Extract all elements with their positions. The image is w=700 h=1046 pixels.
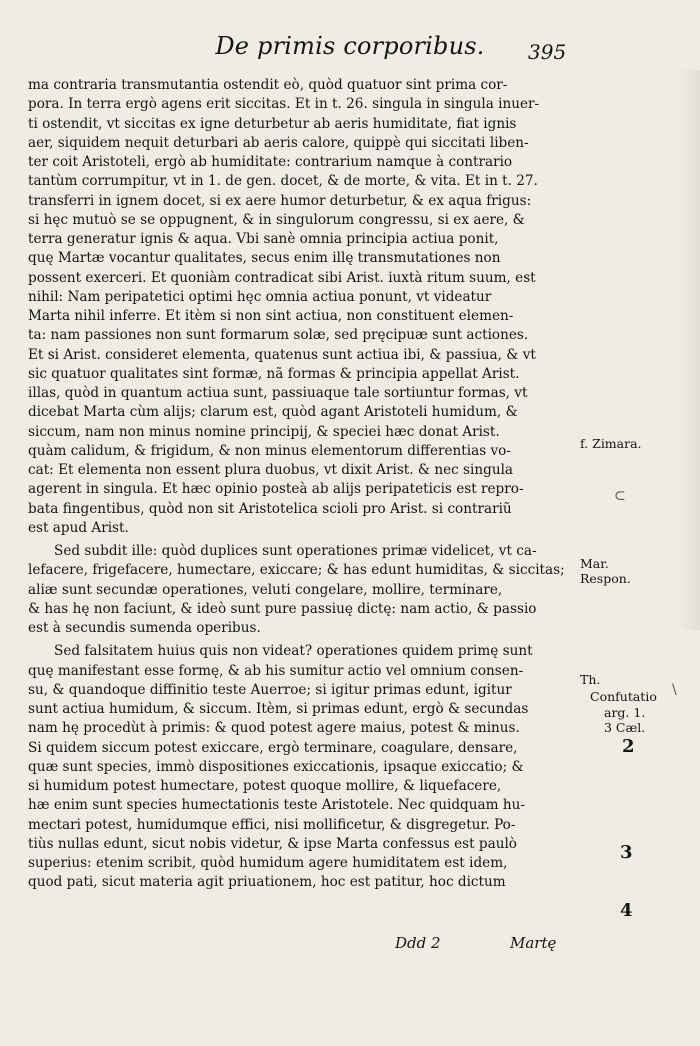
text-line: ta: nam passiones non sunt formarum solæ, sed pręcipuæ sunt actiones. [28,327,529,344]
margin-number-4: 4 [620,900,633,921]
text-line: sic quatuor qualitates sint formæ, nã formas & principia appellat Arist. [28,365,520,382]
text-line: aer, siquidem nequit deturbari ab aeris calore, quippè qui siccitati liben- [28,134,529,151]
text-line: agerent in singula. Et hæc opinio posteà ab alijs peripateticis est repro- [28,481,524,498]
text-line: bata fingentibus, quòd non sit Aristotelica scioli pro Arist. si contrariũ [28,500,512,517]
margin-note-thomas: Th. [580,672,601,687]
text-line: mectari potest, humidumque effici, nisi mollificetur, & disgregetur. Po- [28,816,516,833]
signature-mark: Ddd 2 [395,934,441,952]
paragraph [28,76,574,538]
text-line: superius: etenim scribit, quòd humidum agere humiditatem est idem, [28,855,508,871]
text-line: illas, quòd in quantum actiua sunt, passiuaque tale sortiuntur formas, vt [28,385,528,401]
text-line: hæ enim sunt species humectationis teste Aristotele. Nec quidquam hu- [28,797,525,814]
text-line: est à secundis sumenda operibus. [28,620,261,636]
running-header-title: De primis corporibus. [215,32,485,60]
text-line: siccum, nam non minus nomine principij, & speciei hæc donat Arist. [28,423,500,440]
text-line: transferri in ignem docet, si ex aere humor deturbetur, & ex aqua frigus: [28,192,532,209]
text-line: quæ sunt species, immò dispositiones exiccationis, ipsaque exiccatio; & [28,758,524,775]
text-line: su, & quandoque diffinitio teste Auerroe; si igitur primas edunt, igitur [28,681,512,698]
text-line: tiùs nullas edunt, sicut nobis videtur, & ipse Marta confessus est paulò [28,835,517,852]
text-line: quę Martæ vocantur qualitates, secus enim illę transmutationes non [28,250,501,267]
text-line: ti ostendit, vt siccitas ex igne deturbetur ab aeris humiditate, fiat ignis [28,115,517,132]
text-line: si humidum potest humectare, potest quoque mollire, & liquefacere, [28,778,502,794]
facing-page-bleed [676,70,700,630]
text-line: tantùm corrumpitur, vt in 1. de gen. docet, & de morte, & vita. Et in t. 27. [28,173,538,190]
text-line: cat: Et elementa non essent plura duobus, vt dixit Arist. & nec singula [28,462,514,478]
text-line: possent exerceri. Et quoniàm contradicat sibi Arist. iuxtà ritum suum, est [28,269,536,286]
text-line: terra generatur ignis & aqua. Vbi sanè omnia principia actiua ponit, [28,231,499,247]
text-line: sunt actiua humidum, & siccum. Itèm, si primas edunt, ergò & secundas [28,701,529,717]
text-line: si hęc mutuò se se oppugnent, & in singulorum congressu, si ex aere, & [28,211,525,228]
text-line: nihil: Nam peripatetici optimi hęc omnia actiua ponunt, vt videatur [28,288,492,305]
text-line: Sed falsitatem huius quis non videat? operationes quidem primę sunt [54,643,533,660]
margin-ink-mark: ⊂ [614,488,626,504]
text-line: quàm calidum, & frigidum, & non minus elementorum differentias vo- [28,442,511,459]
catchword: Martę [510,934,557,952]
margin-stroke-mark: \ [672,682,677,698]
paragraph [28,542,574,638]
margin-note-confutatio: Confutatio [590,689,657,704]
text-line: aliæ sunt secundæ operationes, veluti congelare, mollire, terminare, [28,581,503,598]
margin-note-zimara: f. Zimara. [580,436,642,451]
margin-note-caelo: 3 Cæl. [604,720,646,735]
text-line: Marta nihil inferre. Et itèm si non sint actiua, non constituent elemen- [28,308,514,324]
text-line: Si quidem siccum potest exiccare, ergò terminare, coagulare, densare, [28,739,518,756]
text-line: ter coit Aristoteli, ergò ab humiditate: contrarium namque à contrario [28,154,513,170]
page-number: 395 [528,40,567,64]
text-line: lefacere, frigefacere, humectare, exiccare; & has edunt humiditas, & siccitas; [28,562,565,579]
text-line: est apud Arist. [28,519,129,536]
text-line: quod pati, sicut materia agit priuationem, hoc est patitur, hoc dictum [28,874,506,891]
margin-number-2: 2 [622,736,635,757]
text-line: quę manifestant esse formę, & ab his sumitur actio vel omnium consen- [28,662,524,679]
margin-note-argument: arg. 1. [604,705,646,720]
margin-note-marta: Mar. [580,556,609,571]
text-line: & has hę non faciunt, & ideò sunt pure passiuę dictę: nam actio, & passio [28,600,537,617]
text-line: pora. In terra ergò agens erit siccitas. Et in t. 26. singula in singula inuer- [28,96,540,113]
text-line: dicebat Marta cùm alijs; clarum est, quòd agant Aristoteli humidum, & [28,404,518,421]
margin-number-3: 3 [620,842,633,863]
paragraph [28,642,574,892]
text-line: Et si Arist. consideret elementa, quatenus sunt actiua ibi, & passiua, & vt [28,346,536,363]
margin-note-respon: Respon. [580,571,631,586]
text-line: ma contraria transmutantia ostendit eò, quòd quatuor sint prima cor- [28,77,508,93]
text-line: Sed subdit ille: quòd duplices sunt operationes primæ videlicet, vt ca- [54,543,537,559]
main-text-block [28,76,574,893]
text-line: nam hę procedùt à primis: & quod potest agere maius, potest & minus. [28,720,520,737]
